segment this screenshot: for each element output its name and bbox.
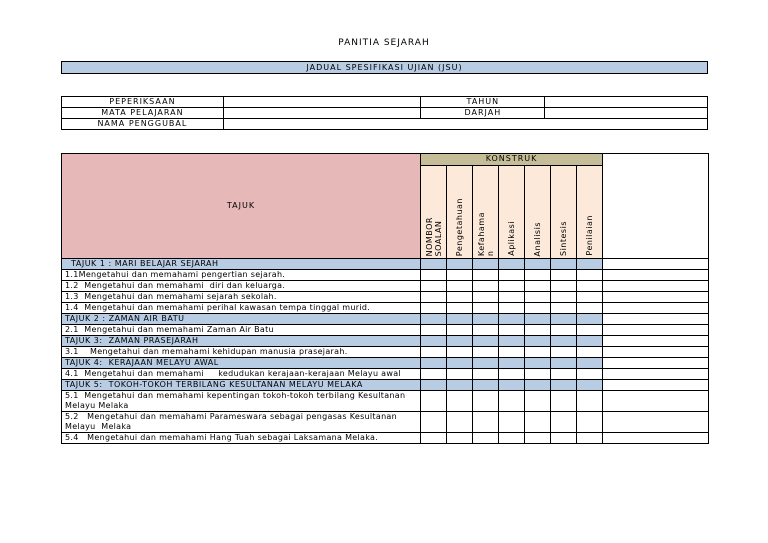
score-cell[interactable]: [499, 270, 525, 281]
section-title: TAJUK 1 : MARI BELAJAR SEJARAH: [62, 259, 421, 270]
score-cell[interactable]: [525, 347, 551, 358]
score-cell[interactable]: [577, 292, 603, 303]
topic-text: 3.1 Mengetahui dan memahami kehidupan manusia prasejarah.: [62, 347, 421, 358]
score-cell[interactable]: [551, 369, 577, 380]
section-title: TAJUK 4: KERAJAAN MELAYU AWAL: [62, 358, 421, 369]
column-header-4: [525, 166, 551, 259]
score-cell: [577, 336, 603, 347]
table-row: [62, 281, 709, 292]
score-cell: [499, 314, 525, 325]
score-cell: [525, 314, 551, 325]
score-cell: [473, 259, 499, 270]
score-cell[interactable]: [421, 347, 447, 358]
score-cell: [577, 380, 603, 391]
column-header-6: [577, 166, 603, 259]
score-cell[interactable]: [525, 412, 551, 433]
score-cell[interactable]: [473, 325, 499, 336]
table-row: [62, 303, 709, 314]
score-cell: [551, 259, 577, 270]
score-cell[interactable]: [525, 369, 551, 380]
section-row: [62, 259, 709, 270]
score-cell[interactable]: [421, 369, 447, 380]
score-cell: [577, 314, 603, 325]
column-header-label: NOMBOR SOALAN: [424, 216, 443, 256]
column-header-label: Sintesis: [559, 221, 568, 256]
score-cell: [551, 358, 577, 369]
field-nama-penggubal[interactable]: [223, 119, 707, 130]
score-cell[interactable]: [525, 281, 551, 292]
score-cell: [577, 259, 603, 270]
label-peperiksaan: PEPERIKSAAN: [62, 97, 224, 108]
score-cell: [447, 380, 473, 391]
score-cell: [447, 358, 473, 369]
score-cell: [447, 314, 473, 325]
score-cell[interactable]: [525, 270, 551, 281]
score-cell[interactable]: [447, 391, 473, 412]
score-cell[interactable]: [577, 325, 603, 336]
score-cell[interactable]: [525, 325, 551, 336]
score-cell[interactable]: [473, 369, 499, 380]
score-cell[interactable]: [499, 303, 525, 314]
score-cell[interactable]: [447, 325, 473, 336]
jsu-table: [61, 153, 709, 444]
score-cell[interactable]: [577, 369, 603, 380]
field-peperiksaan[interactable]: [223, 97, 421, 108]
score-cell: [525, 358, 551, 369]
score-cell[interactable]: [447, 303, 473, 314]
konstruk-header: KONSTRUK: [421, 154, 603, 166]
score-cell: [473, 380, 499, 391]
extra-cell[interactable]: [603, 369, 709, 380]
topic-text: 2.1 Mengetahui dan memahami Zaman Air Batu: [62, 325, 421, 336]
extra-cell: [603, 336, 709, 347]
section-title: TAJUK 5: TOKOH-TOKOH TERBILANG KESULTANAN MELAYU MELAKA: [62, 380, 421, 391]
blank-header-cell: [603, 154, 709, 259]
score-cell: [577, 358, 603, 369]
score-cell[interactable]: [473, 303, 499, 314]
score-cell[interactable]: [525, 433, 551, 444]
score-cell: [551, 380, 577, 391]
extra-cell[interactable]: [603, 412, 709, 433]
score-cell[interactable]: [577, 303, 603, 314]
score-cell[interactable]: [499, 325, 525, 336]
score-cell[interactable]: [447, 292, 473, 303]
column-header-1: [447, 166, 473, 259]
column-header-2: [473, 166, 499, 259]
score-cell[interactable]: [551, 303, 577, 314]
label-mata-pelajaran: MATA PELAJARAN: [62, 108, 224, 119]
score-cell[interactable]: [551, 270, 577, 281]
field-mata-pelajaran[interactable]: [223, 108, 421, 119]
score-cell[interactable]: [525, 292, 551, 303]
topic-text: 1.4 Mengetahui dan memahami perihal kawasan tempa tinggal murid.: [62, 303, 421, 314]
score-cell[interactable]: [447, 347, 473, 358]
score-cell[interactable]: [421, 325, 447, 336]
score-cell: [499, 380, 525, 391]
label-darjah: DARJAH: [421, 108, 545, 119]
topic-text: 5.1 Mengetahui dan memahami kepentingan tokoh-tokoh terbilang Kesultanan Melayu Melaka: [62, 391, 421, 412]
table-row: [62, 369, 709, 380]
score-cell[interactable]: [473, 347, 499, 358]
score-cell[interactable]: [447, 270, 473, 281]
extra-cell[interactable]: [603, 281, 709, 292]
extra-cell[interactable]: [603, 347, 709, 358]
score-cell[interactable]: [421, 433, 447, 444]
score-cell[interactable]: [473, 292, 499, 303]
section-title: TAJUK 2 : ZAMAN AIR BATU: [62, 314, 421, 325]
table-row: [62, 433, 709, 444]
column-header-label: Analisis: [533, 221, 542, 256]
score-cell[interactable]: [551, 433, 577, 444]
score-cell[interactable]: [499, 412, 525, 433]
score-cell: [421, 314, 447, 325]
section-row: [62, 314, 709, 325]
table-row: [62, 292, 709, 303]
table-row: [62, 391, 709, 412]
topic-text: 5.2 Mengetahui dan memahami Parameswara sebagai pengasas Kesultanan Melayu Melaka: [62, 412, 421, 433]
score-cell: [447, 336, 473, 347]
topic-text: 1.2 Mengetahui dan memahami diri dan keluarga.: [62, 281, 421, 292]
extra-cell[interactable]: [603, 433, 709, 444]
extra-cell[interactable]: [603, 292, 709, 303]
column-header-label: Aplikasi: [507, 221, 516, 256]
score-cell[interactable]: [551, 412, 577, 433]
score-cell: [525, 259, 551, 270]
score-cell[interactable]: [551, 325, 577, 336]
column-header-label: Pengetahuan: [455, 197, 464, 256]
topic-text: 1.3 Mengetahui dan memahami sejarah sekolah.: [62, 292, 421, 303]
score-cell[interactable]: [447, 412, 473, 433]
score-cell[interactable]: [525, 391, 551, 412]
score-cell: [525, 336, 551, 347]
score-cell[interactable]: [421, 292, 447, 303]
score-cell[interactable]: [499, 281, 525, 292]
score-cell: [551, 314, 577, 325]
score-cell[interactable]: [577, 347, 603, 358]
label-tahun: TAHUN: [421, 97, 545, 108]
table-row: [62, 325, 709, 336]
score-cell: [525, 380, 551, 391]
score-cell: [421, 380, 447, 391]
score-cell: [421, 259, 447, 270]
score-cell[interactable]: [447, 433, 473, 444]
score-cell[interactable]: [577, 391, 603, 412]
score-cell: [421, 336, 447, 347]
page-title: PANITIA SEJARAH: [338, 38, 430, 48]
score-cell[interactable]: [473, 281, 499, 292]
tajuk-header: TAJUK: [62, 154, 421, 259]
table-row: [62, 270, 709, 281]
score-cell[interactable]: [551, 391, 577, 412]
table-row: [62, 412, 709, 433]
score-cell[interactable]: [447, 369, 473, 380]
section-row: [62, 336, 709, 347]
column-header-label: Penilaian: [585, 215, 595, 256]
score-cell[interactable]: [473, 433, 499, 444]
extra-cell[interactable]: [603, 325, 709, 336]
score-cell[interactable]: [499, 391, 525, 412]
label-nama-penggubal: NAMA PENGGUBAL: [62, 119, 224, 130]
score-cell[interactable]: [473, 412, 499, 433]
score-cell: [473, 314, 499, 325]
column-header-5: [551, 166, 577, 259]
score-cell[interactable]: [421, 281, 447, 292]
score-cell[interactable]: [577, 281, 603, 292]
topic-text: 4.1 Mengetahui dan memahami kedudukan kerajaan-kerajaan Melayu awal: [62, 369, 421, 380]
score-cell: [473, 336, 499, 347]
section-row: [62, 380, 709, 391]
field-darjah[interactable]: [545, 108, 708, 119]
exam-info-table: [61, 96, 708, 130]
column-header-label: Kefahama n: [476, 211, 495, 256]
score-cell[interactable]: [421, 412, 447, 433]
score-cell[interactable]: [499, 433, 525, 444]
extra-cell[interactable]: [603, 303, 709, 314]
score-cell: [447, 259, 473, 270]
topic-text: 1.1Mengetahui dan memahami pengertian sejarah.: [62, 270, 421, 281]
score-cell[interactable]: [421, 270, 447, 281]
extra-cell[interactable]: [603, 391, 709, 412]
score-cell[interactable]: [499, 347, 525, 358]
score-cell[interactable]: [421, 303, 447, 314]
extra-cell: [603, 314, 709, 325]
score-cell[interactable]: [551, 347, 577, 358]
score-cell[interactable]: [473, 270, 499, 281]
extra-cell[interactable]: [603, 270, 709, 281]
jsu-title-band: JADUAL SPESIFIKASI UJIAN (JSU): [61, 61, 708, 74]
score-cell[interactable]: [447, 281, 473, 292]
extra-cell: [603, 380, 709, 391]
score-cell[interactable]: [577, 433, 603, 444]
score-cell[interactable]: [525, 303, 551, 314]
score-cell[interactable]: [499, 369, 525, 380]
extra-cell: [603, 259, 709, 270]
score-cell: [551, 336, 577, 347]
score-cell[interactable]: [421, 391, 447, 412]
extra-cell: [603, 358, 709, 369]
score-cell: [473, 358, 499, 369]
section-title: TAJUK 3: ZAMAN PRASEJARAH: [62, 336, 421, 347]
score-cell[interactable]: [577, 270, 603, 281]
column-header-3: [499, 166, 525, 259]
score-cell: [499, 336, 525, 347]
table-row: [62, 347, 709, 358]
score-cell[interactable]: [473, 391, 499, 412]
score-cell[interactable]: [551, 281, 577, 292]
score-cell[interactable]: [499, 292, 525, 303]
column-header-0: [421, 166, 447, 259]
topic-text: 5.4 Mengetahui dan memahami Hang Tuah sebagai Laksamana Melaka.: [62, 433, 421, 444]
score-cell[interactable]: [551, 292, 577, 303]
section-row: [62, 358, 709, 369]
score-cell: [421, 358, 447, 369]
score-cell[interactable]: [577, 412, 603, 433]
field-tahun[interactable]: [545, 97, 708, 108]
score-cell: [499, 358, 525, 369]
score-cell: [499, 259, 525, 270]
